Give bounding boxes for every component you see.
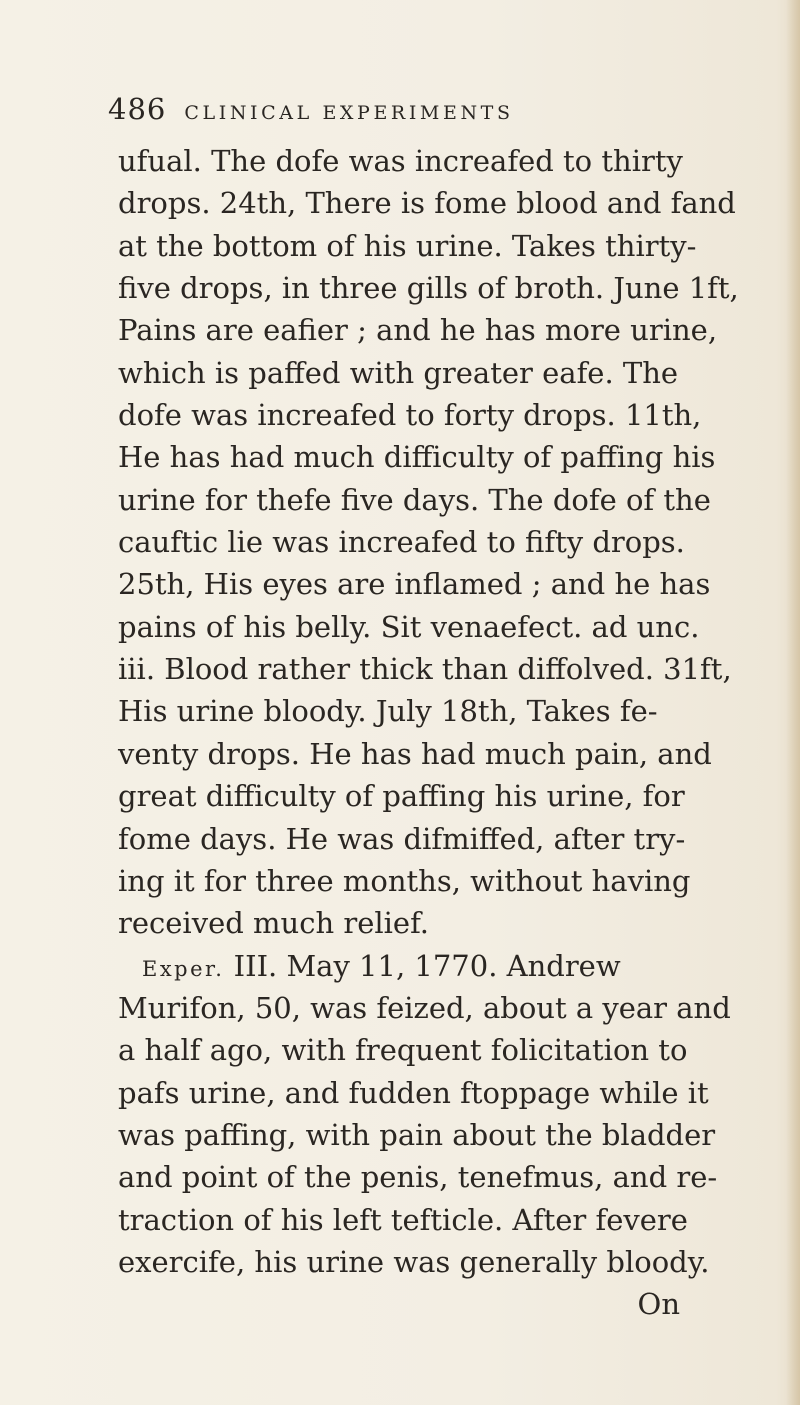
text-line: traction of his left tefticle. After fevere bbox=[118, 1202, 688, 1237]
text-line: which is paffed with greater eafe. The bbox=[118, 355, 679, 390]
text-line: urine for thefe five days. The dofe of the bbox=[118, 482, 711, 517]
text-line: at the bottom of his urine. Takes thirty- bbox=[118, 228, 697, 263]
text-line: pafs urine, and fudden ftoppage while it bbox=[118, 1075, 709, 1110]
running-header bbox=[108, 92, 668, 132]
text-line: dofe was increafed to forty drops. 11th, bbox=[118, 398, 702, 433]
text-line: venty drops. He has had much pain, and bbox=[118, 736, 712, 771]
text-line: received much relief. bbox=[118, 906, 429, 941]
text-line: exercife, his urine was generally bloody. bbox=[118, 1244, 710, 1279]
text-line: Murifon, 50, was feized, about a year and bbox=[118, 990, 731, 1025]
text-line: was paffing, with pain about the bladder bbox=[118, 1117, 716, 1152]
text-line: and point of the penis, tenefmus, and re- bbox=[118, 1160, 718, 1195]
text-line: five drops, in three gills of broth. June 1ft, bbox=[118, 271, 739, 306]
body-text bbox=[118, 140, 738, 1326]
experiment-heading-text: III. May 11, 1770. Andrew bbox=[224, 948, 621, 983]
text-line: ufual. The dofe was increafed to thirty bbox=[118, 144, 683, 178]
text-line: Pains are eafier ; and he has more urine, bbox=[118, 313, 718, 348]
text-line: ing it for three months, without having bbox=[118, 863, 691, 898]
text-line: a half ago, with frequent folicitation to bbox=[118, 1033, 688, 1068]
running-title: CLINICAL EXPERIMENTS bbox=[184, 102, 514, 124]
experiment-label: Exper. bbox=[142, 956, 225, 981]
text-line: drops. 24th, There is fome blood and fand bbox=[118, 186, 736, 221]
text-line: 25th, His eyes are inflamed ; and he has bbox=[118, 567, 711, 602]
catchword: On bbox=[637, 1287, 680, 1322]
experiment-heading-line bbox=[118, 945, 738, 987]
text-line: His urine bloody. July 18th, Takes fe- bbox=[118, 694, 658, 729]
text-line: fome days. He was difmiffed, after try- bbox=[118, 821, 686, 856]
text-line: iii. Blood rather thick than diffolved. 31ft, bbox=[118, 652, 732, 687]
text-line: pains of his belly. Sit venaefect. ad unc. bbox=[118, 609, 700, 644]
text-line: great difficulty of paffing his urine, for bbox=[118, 779, 685, 814]
text-line: cauftic lie was increafed to fifty drops. bbox=[118, 525, 685, 560]
page-number: 486 bbox=[108, 92, 167, 126]
text-line: He has had much difficulty of paffing his bbox=[118, 440, 716, 475]
page-edge-shadow bbox=[786, 0, 800, 1405]
